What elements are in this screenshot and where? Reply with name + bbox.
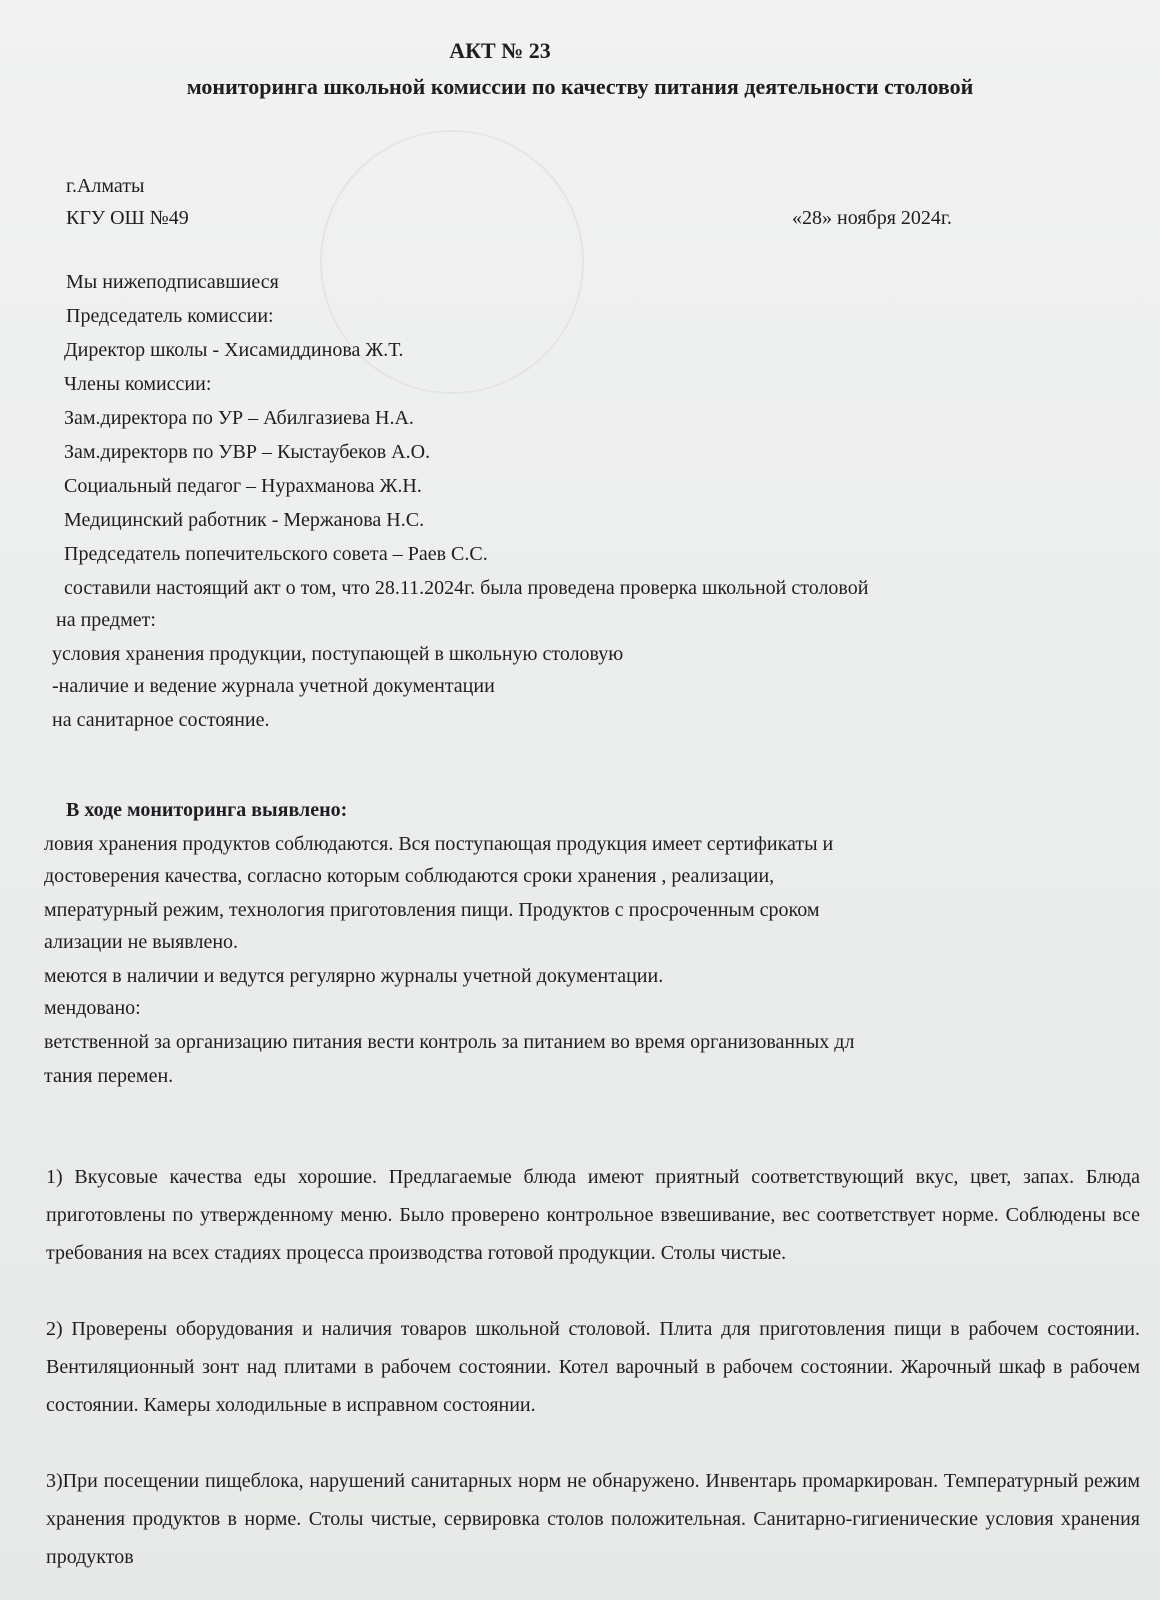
chair-name: Директор школы - Хисамиддинова Ж.Т. [64, 339, 404, 361]
member-line: Зам.директорв по УВР – Кыстаубеков А.О. [64, 441, 431, 463]
intro-line: Мы нижеподписавшиеся [66, 271, 279, 293]
findings-heading: В ходе мониторинга выявлено: [66, 799, 348, 821]
findings-line: тания перемен. [44, 1065, 174, 1087]
act-title: АКТ № 23 [449, 38, 551, 63]
purpose-item: на санитарное состояние. [52, 709, 270, 731]
member-line: Председатель попечительского совета – Раев С.С. [64, 543, 488, 565]
point-1: 1) Вкусовые качества еды хорошие. Предлагаемые блюда имеют приятный соответствующий вкус, цвет, запах. Блюда приготовлены по утвержденному меню. Было проверено контрольное взвешивание, вес соответствует норме. Соблюдены все требования на всех стадиях процесса производства готовой продукции. Столы чистые. [46, 1166, 1140, 1264]
purpose-item: условия хранения продукции, поступающей в школьную столовую [52, 643, 624, 665]
findings-line: ловия хранения продуктов соблюдаются. Вся поступающая продукция имеет сертификаты и [44, 833, 834, 855]
point-2: 2) Проверены оборудования и наличия товаров школьной столовой. Плита для приготовления пищи в рабочем состоянии. Вентиляционный зонт над плитами в рабочем состоянии. Котел варочный в рабочем состоянии. Жарочный шкаф в рабочем состоянии. Камеры холодильные в исправном состоянии. [46, 1318, 1140, 1416]
act-subtitle: мониторинга школьной комиссии по качеству питания деятельности столовой [186, 74, 974, 99]
city-line: г.Алматы [66, 175, 145, 197]
members-label: Члены комиссии: [64, 373, 212, 395]
member-line: Зам.директора по УР – Абилгазиева Н.А. [64, 407, 414, 429]
purpose-item: -наличие и ведение журнала учетной документации [52, 675, 495, 697]
member-line: Медицинский работник - Мержанова Н.С. [64, 509, 425, 531]
chair-label: Председатель комиссии: [66, 305, 274, 327]
point-3: 3)При посещении пищеблока, нарушений санитарных норм не обнаружено. Инвентарь промаркирован. Температурный режим хранения продуктов в норме. Столы чистые, сервировка столов положительная. Санитарно-гигиенические условия хранения продуктов [46, 1470, 1140, 1568]
findings-line: меются в наличии и ведутся регулярно журналы учетной документации. [44, 965, 664, 987]
act-date: «28» ноября 2024г. [792, 207, 952, 229]
purpose-line: составили настоящий акт о том, что 28.11.2024г. была проведена проверка школьной столовой [64, 577, 869, 599]
findings-line: ветственной за организацию питания вести контроль за питанием во время организованных дл [44, 1031, 855, 1053]
purpose-line: на предмет: [56, 609, 156, 631]
findings-line: ализации не выявлено. [44, 931, 239, 953]
findings-line: мендовано: [44, 997, 141, 1019]
findings-line: достоверения качества, согласно которым соблюдаются сроки хранения , реализации, [44, 865, 775, 887]
findings-line: мпературный режим, технология приготовления пищи. Продуктов с просроченным сроком [44, 899, 820, 921]
organization-line: КГУ ОШ №49 [66, 207, 189, 229]
member-line: Социальный педагог – Нурахманова Ж.Н. [64, 475, 422, 497]
